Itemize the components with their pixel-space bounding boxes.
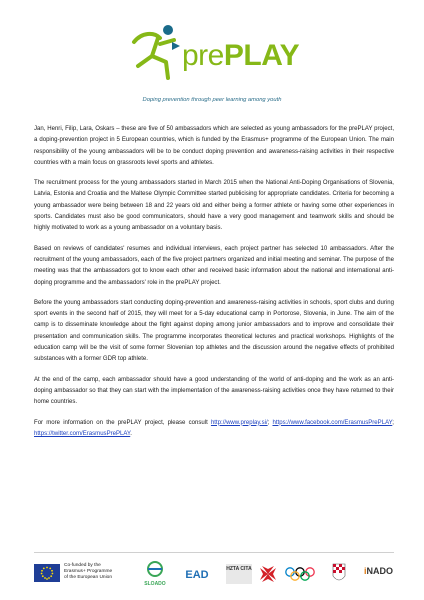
paragraph-5: At the end of the camp, each ambassador should have a good understanding of the world of anti-doping and the work as an anti-doping ambassador so that they can start with the implementation of the awareness-raising activities once they have returned to their home countries. xyxy=(34,376,394,406)
facebook-link[interactable]: https://www.facebook.com/ErasmusPrePLAY xyxy=(272,419,393,426)
inado-prefix: i xyxy=(364,566,367,576)
partner-logos-footer xyxy=(30,558,398,592)
ead-logo-text: EAD xyxy=(185,569,209,581)
more-info-text: For more information on the prePLAY project, please consult xyxy=(34,419,211,426)
sloado-logo xyxy=(140,560,170,588)
link-separator: ; xyxy=(267,419,273,426)
paragraph-4: Before the young ambassadors start conducting doping-prevention and awareness-raising activities in schools, sport clubs and during sport events in the second half of 2015, they will meet for a 5-day educational camp in Portorose, Slovenia, in June. The aim of the camp is to disseminate knowledge about the fight against doping among junior ambassadors and to improve and consolidate their presentation and communication skills. The programme incorporates theoretical lectures and practical workshops. Highlights of the education camp will be the visit of some former Slovenian top athletes and the discussion around the negative effects of prohibited substances with a former GDR top athlete. xyxy=(34,299,394,363)
sloado-logo-text: SLOADO xyxy=(144,581,166,587)
eu-flag-icon xyxy=(34,564,60,582)
paragraph-1: Jan, Henri, Filip, Lara, Oskars – these are five of 50 ambassadors which are selected as young ambassadors for the prePLAY project, a doping-prevention project in 5 European countries, which is funded by the Erasmus+ programme of the European Union. The main responsibility of the young ambassadors will be to be conduct doping prevention and awareness-raising activities in their respective countries with a main focus on grassroots level sports and athletes. xyxy=(34,126,394,166)
link-separator: ; xyxy=(392,419,394,426)
ead-logo xyxy=(182,566,212,582)
more-info-paragraph xyxy=(34,418,394,441)
twitter-link[interactable]: https://twitter.com/ErasmusPrePLAY xyxy=(34,430,131,437)
preplay-logo xyxy=(128,22,300,84)
inado-rest: NADO xyxy=(366,566,394,576)
logo-text-play: PLAY xyxy=(223,39,300,72)
paragraph-3: Based on reviews of candidates' resumes and individual interviews, each project partner has selected 10 ambassadors. After the recruitment of the young ambassadors, each of the five project partners organized and initial meeting and seminar. The purpose of the meeting was that the ambassadors got to know each other and received basic information about the national and international anti-doping programme and the ambassadors' role in the prePLAY project. xyxy=(34,245,394,286)
hzta-cita-logo: HZTA CITA xyxy=(226,564,252,584)
article-body xyxy=(34,124,394,449)
eu-text-line-1: Co-funded by the xyxy=(64,563,101,568)
runner-icon xyxy=(128,22,184,84)
preplay-website-link[interactable]: http://www.preplay.si/ xyxy=(210,419,268,426)
maltese-cross-icon xyxy=(258,563,278,585)
tagline: Doping prevention through peer learning among youth xyxy=(142,97,282,103)
eu-cofunding-text xyxy=(64,563,112,582)
logo-text-pre: pre xyxy=(182,39,224,72)
footer-divider xyxy=(34,552,394,553)
eu-text-line-3: of the European Union xyxy=(64,575,113,581)
logo-wordmark xyxy=(182,40,299,72)
link-suffix: . xyxy=(130,430,132,437)
croatia-crest-icon xyxy=(324,562,354,586)
paragraph-2: The recruitment process for the young ambassadors started in March 2015 when the National Anti-Doping Organisations of Slovenia, Latvia, Estonia and Croatia and the Maltese Olympic Committee started publicising for appropriate candidates. Criteria for becoming a young ambassador were being between 18 and 22 years old and either being a former athlete or having some other experiences in sports. Candidates must also be good communicators, should have a very good management and teamwork skills and should be highly motivated to work as a young ambassador on a voluntary basis. xyxy=(34,180,394,232)
eu-text-line-2: Erasmus+ Programme xyxy=(64,569,113,575)
inado-logo xyxy=(364,566,396,582)
olympic-rings-icon xyxy=(284,566,316,582)
